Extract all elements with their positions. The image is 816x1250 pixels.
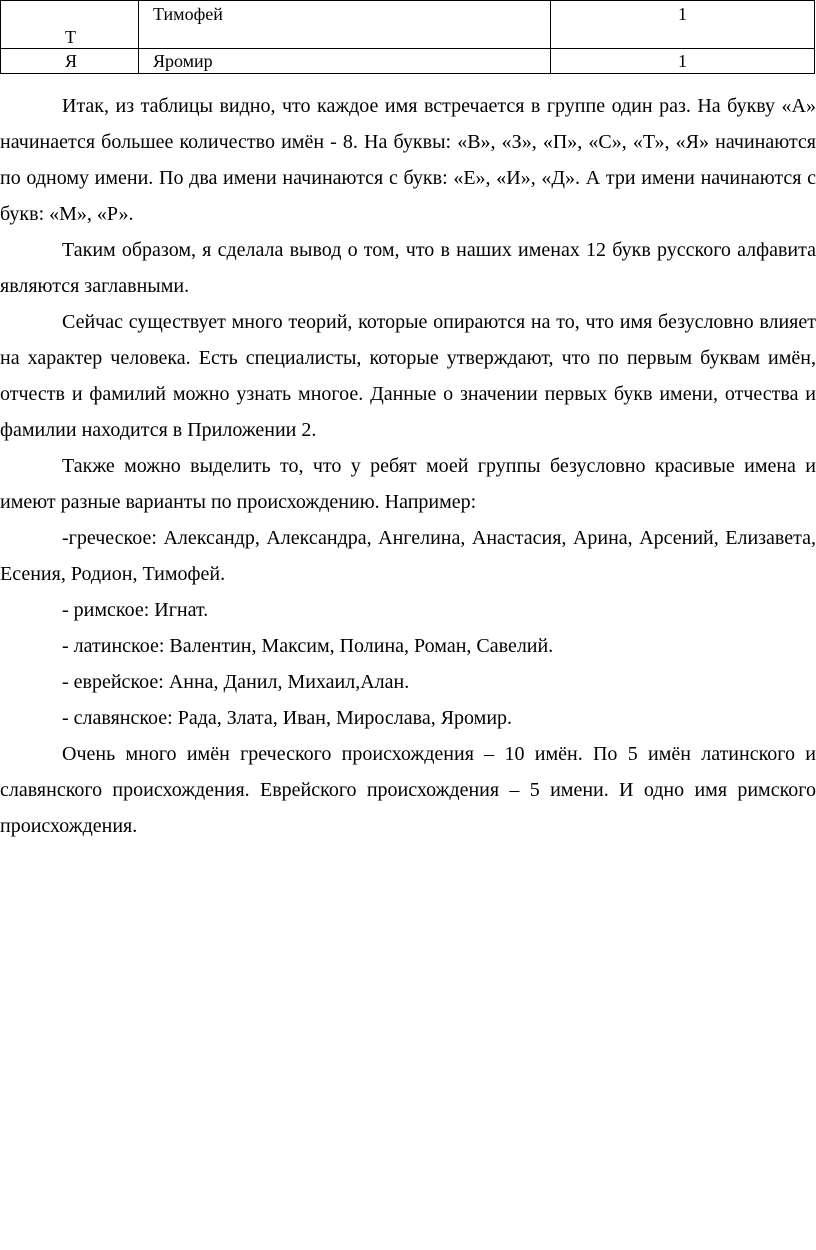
- name-cell: Тимофей: [139, 1, 551, 49]
- table-row: [1, 49, 815, 74]
- paragraph-origins-summary: Очень много имён греческого происхождения – 10 имён. По 5 имён латинского и славянского происхождения. Еврейского происхождения – 5 имени. И одно имя римского происхождения.: [0, 743, 816, 837]
- count-cell: 1: [551, 49, 815, 74]
- origin-roman: - римское: Игнат.: [62, 599, 209, 621]
- paragraph-conclusion: Таким образом, я сделала вывод о том, что в наших именах 12 букв русского алфавита являются заглавными.: [0, 239, 816, 297]
- origin-slavic: - славянское: Рада, Злата, Иван, Мирослава, Яромир.: [62, 707, 513, 729]
- table-row: [1, 1, 815, 49]
- body-text: [0, 88, 816, 844]
- paragraph-origins-intro: Также можно выделить то, что у ребят моей группы безусловно красивые имена и имеют разные варианты по происхождению. Например:: [0, 455, 816, 513]
- letter-cell: Я: [1, 49, 139, 74]
- origin-latin: - латинское: Валентин, Максим, Полина, Роман, Савелий.: [62, 635, 554, 657]
- count-cell: 1: [551, 1, 815, 49]
- name-cell: Яромир: [139, 49, 551, 74]
- paragraph-summary: Итак, из таблицы видно, что каждое имя встречается в группе один раз. На букву «А» начинается большее количество имён - 8. На буквы: «В», «З», «П», «С», «Т», «Я» начинаются по одному имени. По два имени начинаются с букв: «Е», «И», «Д». А три имени начинаются с букв: «М», «Р».: [0, 95, 816, 225]
- origin-hebrew: - еврейское: Анна, Данил, Михаил,Алан.: [62, 671, 410, 693]
- letter-cell: Т: [1, 1, 139, 49]
- origin-greek: -греческое: Александр, Александра, Ангелина, Анастасия, Арина, Арсений, Елизавета, Есения, Родион, Тимофей.: [0, 527, 816, 585]
- paragraph-theories: Сейчас существует много теорий, которые опираются на то, что имя безусловно влияет на характер человека. Есть специалисты, которые утверждают, что по первым буквам имён, отчеств и фамилий можно узнать многое. Данные о значении первых букв имени, отчества и фамилии находится в Приложении 2.: [0, 311, 816, 441]
- names-table: [0, 0, 815, 74]
